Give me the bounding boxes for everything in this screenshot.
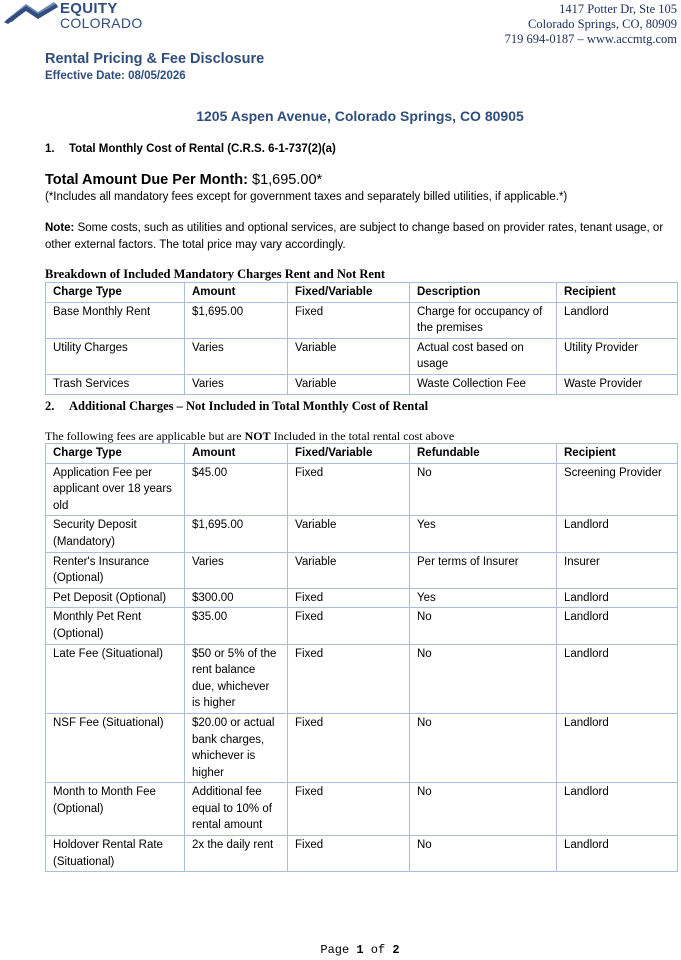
table-row: [46, 836, 678, 872]
table-cell: Fixed: [288, 713, 410, 782]
additional-charges-table: [45, 443, 678, 872]
table-cell: Trash Services: [46, 374, 185, 394]
table-row: [46, 713, 678, 782]
table-cell: $20.00 or actual bank charges, whichever is higher: [185, 713, 288, 782]
table-cell: $35.00: [185, 608, 288, 644]
col-header: Refundable: [410, 444, 557, 464]
table-cell: No: [410, 836, 557, 872]
table-row: [46, 516, 678, 552]
of-word: of: [363, 943, 393, 957]
table-cell: Landlord: [557, 516, 678, 552]
section2-number: 2.: [45, 399, 55, 413]
document-title: Rental Pricing & Fee Disclosure: [45, 51, 265, 67]
table-cell: $1,695.00: [185, 302, 288, 338]
table-cell: Renter's Insurance (Optional): [46, 552, 185, 588]
table-row: [46, 302, 678, 338]
table-cell: Varies: [185, 338, 288, 374]
section2-intro: [45, 429, 454, 444]
table-row: [46, 463, 678, 516]
table-cell: NSF Fee (Situational): [46, 713, 185, 782]
table-cell: Variable: [288, 552, 410, 588]
table-cell: No: [410, 608, 557, 644]
mandatory-charges-table: [45, 282, 678, 395]
table-cell: Month to Month Fee (Optional): [46, 783, 185, 836]
table-cell: Landlord: [557, 588, 678, 608]
table-row: [46, 588, 678, 608]
table-cell: Fixed: [288, 302, 410, 338]
table-cell: No: [410, 463, 557, 516]
company-address: [505, 2, 677, 47]
table-cell: Insurer: [557, 552, 678, 588]
table-cell: Charge for occupancy of the premises: [410, 302, 557, 338]
contact-line: 719 694-0187 – www.accmtg.com: [504, 32, 677, 46]
table-cell: No: [410, 644, 557, 713]
intro-text-end: Included in the total rental cost above: [270, 429, 455, 443]
logo-line2: COLORADO: [60, 15, 143, 31]
table-cell: Fixed: [288, 644, 410, 713]
table-cell: Landlord: [557, 713, 678, 782]
col-header: Fixed/Variable: [288, 283, 410, 303]
address-line: 1417 Potter Dr, Ste 105: [559, 2, 677, 16]
table-row: [46, 552, 678, 588]
col-header: Fixed/Variable: [288, 444, 410, 464]
table-cell: Fixed: [288, 463, 410, 516]
total-value: $1,695.00*: [247, 172, 323, 188]
table-cell: Landlord: [557, 783, 678, 836]
section1-number: 1.: [45, 143, 55, 155]
col-header: Recipient: [557, 283, 678, 303]
table-cell: 2x the daily rent: [185, 836, 288, 872]
page-word: Page: [320, 943, 357, 957]
note-label: Note:: [45, 222, 75, 234]
table-cell: Varies: [185, 552, 288, 588]
table-cell: Varies: [185, 374, 288, 394]
table-cell: Fixed: [288, 608, 410, 644]
property-address: 1205 Aspen Avenue, Colorado Springs, CO 80905: [196, 108, 524, 124]
col-header: Description: [410, 283, 557, 303]
table-cell: Landlord: [557, 644, 678, 713]
intro-text: The following fees are applicable but are: [45, 429, 245, 443]
table-cell: Security Deposit (Mandatory): [46, 516, 185, 552]
page-total: 2: [392, 943, 400, 957]
table-cell: Waste Collection Fee: [410, 374, 557, 394]
intro-emphasis: NOT: [244, 429, 271, 443]
table-cell: Fixed: [288, 588, 410, 608]
table-cell: Late Fee (Situational): [46, 644, 185, 713]
col-header: Charge Type: [46, 283, 185, 303]
col-header: Amount: [185, 444, 288, 464]
table-cell: Pet Deposit (Optional): [46, 588, 185, 608]
table-cell: Variable: [288, 374, 410, 394]
section1-title: Total Monthly Cost of Rental (C.R.S. 6-1-737(2)(a): [69, 143, 336, 155]
table-cell: Variable: [288, 516, 410, 552]
table-header-row: [46, 444, 678, 464]
table-cell: Additional fee equal to 10% of rental amount: [185, 783, 288, 836]
table-row: [46, 644, 678, 713]
table-row: [46, 608, 678, 644]
table-cell: Utility Charges: [46, 338, 185, 374]
house-roof-icon: [4, 0, 60, 24]
table-row: [46, 374, 678, 394]
section2-heading: [45, 399, 428, 414]
table-cell: Waste Provider: [557, 374, 678, 394]
table-cell: Screening Provider: [557, 463, 678, 516]
table-cell: Holdover Rental Rate (Situational): [46, 836, 185, 872]
section2-title: Additional Charges – Not Included in Total Monthly Cost of Rental: [69, 399, 429, 413]
page-footer: [0, 943, 681, 957]
table-cell: $300.00: [185, 588, 288, 608]
table-cell: Yes: [410, 588, 557, 608]
table-cell: Fixed: [288, 783, 410, 836]
table-row: [46, 783, 678, 836]
col-header: Recipient: [557, 444, 678, 464]
table-row: [46, 338, 678, 374]
col-header: Charge Type: [46, 444, 185, 464]
company-logo: [4, 0, 154, 34]
total-note: (*Includes all mandatory fees except for government taxes and separately billed utilities, if applicable.*): [45, 191, 568, 203]
note-paragraph: [45, 220, 665, 254]
table-cell: Landlord: [557, 302, 678, 338]
effective-date: Effective Date: 08/05/2026: [45, 70, 186, 82]
table-cell: Application Fee per applicant over 18 years old: [46, 463, 185, 516]
table-header-row: [46, 283, 678, 303]
table-cell: Variable: [288, 338, 410, 374]
address-city: Colorado Springs, CO, 80909: [528, 17, 677, 31]
table-cell: Actual cost based on usage: [410, 338, 557, 374]
table-cell: $50 or 5% of the rent balance due, whichever is higher: [185, 644, 288, 713]
table-cell: Yes: [410, 516, 557, 552]
page-number: 1: [356, 943, 364, 957]
table-cell: Per terms of Insurer: [410, 552, 557, 588]
table-cell: Landlord: [557, 836, 678, 872]
col-header: Amount: [185, 283, 288, 303]
table-cell: $1,695.00: [185, 516, 288, 552]
section1-heading: [45, 143, 336, 155]
breakdown-title: Breakdown of Included Mandatory Charges Rent and Not Rent: [45, 267, 386, 281]
table-cell: Base Monthly Rent: [46, 302, 185, 338]
table-cell: Fixed: [288, 836, 410, 872]
total-label: Total Amount Due Per Month:: [45, 172, 248, 188]
table-cell: No: [410, 783, 557, 836]
table-cell: Utility Provider: [557, 338, 678, 374]
total-amount: [45, 172, 322, 188]
table-cell: Landlord: [557, 608, 678, 644]
table-cell: No: [410, 713, 557, 782]
table-cell: $45.00: [185, 463, 288, 516]
note-text: Some costs, such as utilities and optional services, are subject to change based on provider rates, tenant usage, or other external factors. The total price may vary accordingly.: [45, 222, 664, 251]
table-cell: Monthly Pet Rent (Optional): [46, 608, 185, 644]
logo-line1: EQUITY: [60, 0, 118, 17]
